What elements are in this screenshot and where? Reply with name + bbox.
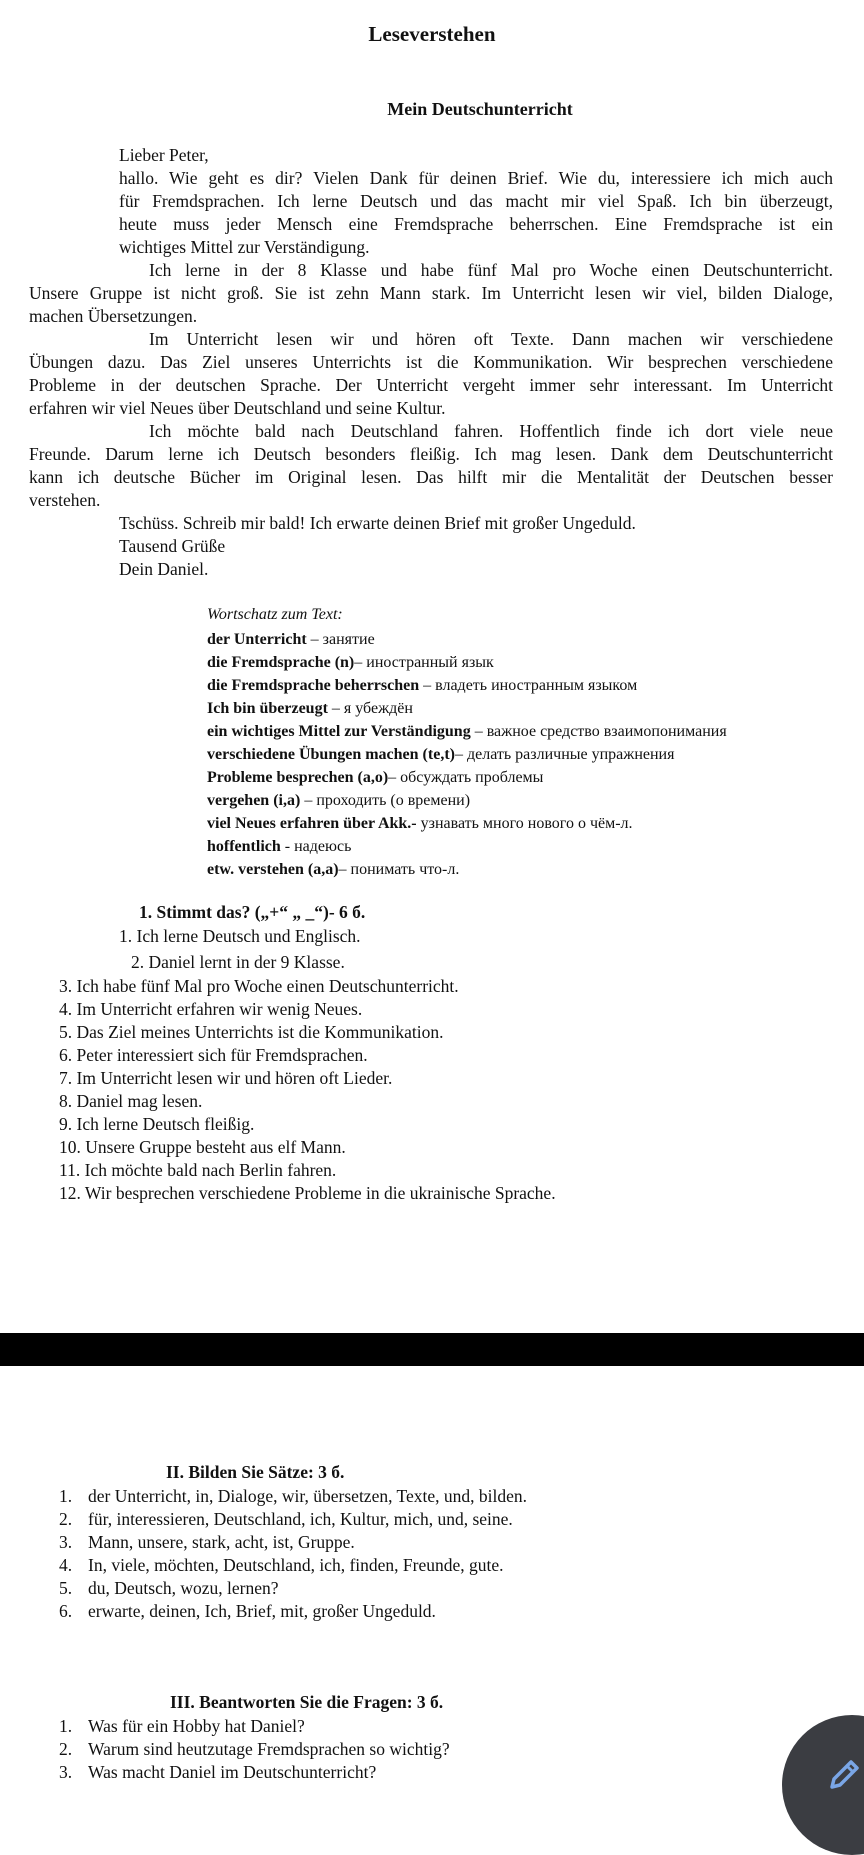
sentence-task-item — [59, 1531, 355, 1554]
letter-closing: Tschüss. Schreib mir bald! Ich erwarte deinen Brief mit großer Ungeduld. — [119, 513, 636, 533]
item-text: für, interessieren, Deutschland, ich, Kultur, mich, und, seine. — [88, 1509, 513, 1529]
vocabulary-entry — [207, 743, 674, 766]
item-text: In, viele, möchten, Deutschland, ich, finden, Freunde, gute. — [88, 1555, 504, 1575]
vocabulary-meaning: занятие — [322, 631, 375, 648]
item-text: Was macht Daniel im Deutschunterricht? — [88, 1762, 377, 1782]
letter-line: hallo. Wie geht es dir? Vielen Dank für deinen Brief. Wie du, interessiere ich mich auch — [119, 168, 833, 188]
vocabulary-separator: – — [306, 631, 323, 648]
vocabulary-term: ein wichtiges Mittel zur Verständigung — [207, 723, 471, 740]
vocabulary-meaning: обсуждать проблемы — [400, 769, 544, 786]
letter-line: Im Unterricht lesen wir und hören oft Texte. Dann machen wir verschiedene — [149, 329, 833, 349]
item-text: du, Deutsch, wozu, lernen? — [88, 1578, 279, 1598]
item-number: 2. — [59, 1739, 73, 1759]
letter-line: Ich möchte bald nach Deutschland fahren. Hoffentlich finde ich dort viele neue — [149, 421, 833, 441]
vocabulary-term: hoffentlich — [207, 838, 281, 855]
vocabulary-entry — [207, 835, 351, 858]
vocabulary-term: Probleme besprechen (a,o) — [207, 769, 389, 786]
vocabulary-entry — [207, 812, 633, 835]
vocabulary-entry — [207, 789, 470, 812]
vocabulary-title: Wortschatz zum Text: — [207, 606, 343, 623]
vocabulary-separator: – — [419, 677, 436, 694]
vocabulary-term: Ich bin überzeugt — [207, 700, 328, 717]
statement-item: 7. Im Unterricht lesen wir und hören oft Lieder. — [59, 1068, 393, 1088]
vocabulary-separator: – — [354, 654, 367, 671]
text-title: Mein Deutschunterricht — [387, 99, 573, 119]
item-text: Mann, unsere, stark, acht, ist, Gruppe. — [88, 1532, 355, 1552]
vocabulary-separator: – — [327, 700, 344, 717]
pencil-icon — [824, 1755, 864, 1795]
vocabulary-separator: – — [470, 723, 487, 740]
vocabulary-separator: – — [454, 746, 467, 763]
letter-line: verstehen. — [29, 490, 101, 510]
statement-item: 5. Das Ziel meines Unterrichts ist die Kommunikation. — [59, 1022, 444, 1042]
vocabulary-meaning: надеюсь — [294, 838, 352, 855]
vocabulary-entry — [207, 697, 413, 720]
item-text: erwarte, deinen, Ich, Brief, mit, großer Ungeduld. — [88, 1601, 436, 1621]
vocabulary-term: der Unterricht — [207, 631, 307, 648]
item-number: 4. — [59, 1555, 73, 1575]
vocabulary-separator: – — [338, 861, 351, 878]
vocabulary-separator: – — [300, 792, 317, 809]
statement-item: 4. Im Unterricht erfahren wir wenig Neues. — [59, 999, 363, 1019]
vocabulary-entry — [207, 651, 494, 674]
sentence-task-item — [59, 1577, 279, 1600]
statement-item: 6. Peter interessiert sich für Fremdsprachen. — [59, 1045, 368, 1065]
sentence-task-item — [59, 1600, 436, 1623]
statement-item: 12. Wir besprechen verschiedene Probleme in die ukrainische Sprache. — [59, 1183, 556, 1203]
vocabulary-meaning: важное средство взаимопонимания — [486, 723, 727, 740]
item-number: 3. — [59, 1762, 73, 1782]
task1-heading: 1. Stimmt das? („+“ „ _“)- 6 б. — [139, 902, 366, 922]
vocabulary-separator: - — [280, 838, 295, 855]
letter-closing: Tausend Grüße — [119, 536, 226, 556]
letter-line: erfahren wir viel Neues über Deutschland und seine Kultur. — [29, 398, 446, 418]
question-item — [59, 1738, 450, 1761]
item-text: Warum sind heutzutage Fremdsprachen so wichtig? — [88, 1739, 450, 1759]
edit-button[interactable] — [782, 1715, 864, 1855]
question-item — [59, 1761, 376, 1784]
vocabulary-meaning: делать различные упражнения — [466, 746, 675, 763]
vocabulary-entry — [207, 766, 543, 789]
vocabulary-entry — [207, 674, 637, 697]
section-divider-bar — [0, 1333, 864, 1366]
letter-line: Freunde. Darum lerne ich Deutsch besonders fleißig. Ich mag lesen. Dank dem Deutschunterricht — [29, 444, 833, 464]
letter-line: Ich lerne in der 8 Klasse und habe fünf Mal pro Woche einen Deutschunterricht. — [149, 260, 833, 280]
item-number: 1. — [59, 1716, 73, 1736]
vocabulary-entry — [207, 628, 375, 651]
statement-item: 8. Daniel mag lesen. — [59, 1091, 203, 1111]
item-text: der Unterricht, in, Dialoge, wir, übersetzen, Texte, und, bilden. — [88, 1486, 528, 1506]
vocabulary-entry — [207, 720, 727, 743]
vocabulary-meaning: понимать что-л. — [350, 861, 460, 878]
statement-item: 11. Ich möchte bald nach Berlin fahren. — [59, 1160, 337, 1180]
letter-greeting: Lieber Peter, — [119, 145, 209, 165]
letter-line: Übungen dazu. Das Ziel unseres Unterrichts ist die Kommunikation. Wir besprechen verschiedene — [29, 352, 833, 372]
page-title: Leseverstehen — [368, 22, 496, 46]
vocabulary-meaning: иностранный язык — [366, 654, 494, 671]
letter-signature: Dein Daniel. — [119, 559, 209, 579]
letter-line: kann ich deutsche Bücher im Original lesen. Das hilft mir die Mentalität der Deutschen besser — [29, 467, 833, 487]
vocabulary-term: die Fremdsprache beherrschen — [207, 677, 420, 694]
item-number: 2. — [59, 1509, 73, 1529]
letter-line: für Fremdsprachen. Ich lerne Deutsch und das macht mir viel Spaß. Ich bin überzeugt, — [119, 191, 833, 211]
vocabulary-entry — [207, 858, 459, 881]
task3-heading: III. Beantworten Sie die Fragen: 3 б. — [170, 1692, 444, 1712]
statement-item: 1. Ich lerne Deutsch und Englisch. — [119, 926, 361, 946]
item-number: 1. — [59, 1486, 73, 1506]
vocabulary-term: verschiedene Übungen machen (te,t) — [207, 746, 455, 763]
vocabulary-term: viel Neues erfahren über Akk.- — [207, 815, 417, 832]
item-number: 6. — [59, 1601, 73, 1621]
question-item — [59, 1715, 305, 1738]
statement-item: 3. Ich habe fünf Mal pro Woche einen Deutschunterricht. — [59, 976, 459, 996]
statement-item: 2. Daniel lernt in der 9 Klasse. — [131, 952, 345, 972]
letter-line: Probleme in der deutschen Sprache. Der Unterricht vergeht immer sehr interessant. Im Unterricht — [29, 375, 833, 395]
vocabulary-meaning: проходить (о времени) — [316, 792, 471, 809]
sentence-task-item — [59, 1508, 513, 1531]
letter-line: wichtiges Mittel zur Verständigung. — [119, 237, 370, 257]
vocabulary-term: die Fremdsprache (n) — [207, 654, 355, 671]
statement-item: 9. Ich lerne Deutsch fleißig. — [59, 1114, 255, 1134]
letter-line: machen Übersetzungen. — [29, 306, 198, 326]
vocabulary-term: vergehen (i,a) — [207, 792, 301, 809]
item-number: 3. — [59, 1532, 73, 1552]
vocabulary-meaning: владеть иностранным языком — [435, 677, 638, 694]
task2-heading: II. Bilden Sie Sätze: 3 б. — [166, 1462, 345, 1482]
vocabulary-meaning: я убеждён — [343, 700, 413, 717]
vocabulary-term: etw. verstehen (a,a) — [207, 861, 339, 878]
sentence-task-item — [59, 1554, 504, 1577]
vocabulary-meaning: узнавать много нового о чём-л. — [420, 815, 633, 832]
letter-line: heute muss jeder Mensch eine Fremdsprache beherrschen. Eine Fremdsprache ist ein — [119, 214, 833, 234]
vocabulary-separator: – — [388, 769, 401, 786]
item-text: Was für ein Hobby hat Daniel? — [88, 1716, 305, 1736]
statement-item: 10. Unsere Gruppe besteht aus elf Mann. — [59, 1137, 346, 1157]
sentence-task-item — [59, 1485, 527, 1508]
item-number: 5. — [59, 1578, 73, 1598]
letter-line: Unsere Gruppe ist nicht groß. Sie ist zehn Mann stark. Im Unterricht lesen wir viel, bilden Dialoge, — [29, 283, 833, 303]
